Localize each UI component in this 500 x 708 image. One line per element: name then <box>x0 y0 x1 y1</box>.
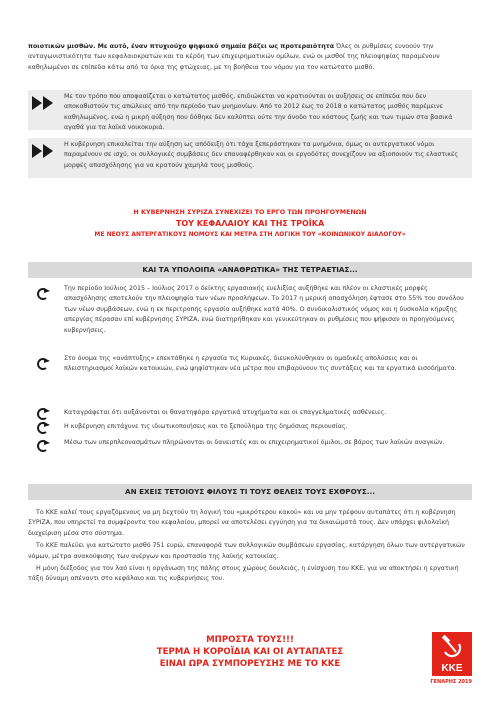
bullet-text: Η κυβέρνηση επικαλείται την αύξηση ως απόδειξη ότι τάχα ξεπεράστηκαν τα μνημόνια, όμως οι αντεργατικοί νόμοι παραμένουν σε ισχύ, οι συλλογικές συμβάσεις δεν επαναφέρθηκαν και οι εργοδότες συνεχίζουν να αξιοποιούν τις ελαστικές μορφές απασχόλησης για να κρατούν χαμηλά τους μισθούς. <box>64 141 459 169</box>
red-heading-line-1: Η ΚΥΒΕΡΝΗΣΗ ΣΥΡΙΖΑ ΣΥΝΕΧΙΖΕΙ ΤΟ ΕΡΓΟ ΤΩΝ ΠΡΟΗΓΟΥΜΕΝΩΝ <box>133 208 367 216</box>
list-item: Μέσω των υπερπλεονασμάτων πληρώνονται οι δανειστές και οι επιχειρηματικοί όμιλοι, σε βάρος των λαϊκών αναγκών. <box>28 438 472 460</box>
bullet-text: Με τον τρόπο που αποφασίζεται ο κατώτατος μισθός, επιδιώκεται να κρατιούνται οι αυξήσεις σε επίπεδα που δεν αποκαθιστούν τις απώλειες από την περίοδο των μνημονίων. Από το 2012 έως το 2018 ο κατώτατος μισθός παρέμεινε καθηλωμένος, ενώ η μικρή αύξηση που δόθηκε δεν καλύπτει ούτε την άνοδο του κόστους ζωής και των τιμών στα βασικά αγαθά για τα λαϊκά νοικοκυριά. <box>64 93 453 132</box>
final-slogan <box>108 634 392 670</box>
circular-arrow-icon <box>32 440 52 452</box>
final-slogan-line-3: ΕΙΝΑΙ ΩΡΑ ΣΥΜΠΟΡΕΥΣΗΣ ΜΕ ΤΟ ΚΚΕ <box>159 659 341 669</box>
closing-paragraph: Το ΚΚΕ καλεί τους εργαζόμενους να μη δεχτούν τη λογική του «μικρότερου κακού» και να μην τρέφουν αυταπάτες ότι η κυβέρνηση ΣΥΡΙΖΑ, που υπηρετεί τα συμφέροντα του κεφαλαίου, μπορεί να αποτελέσει εγγύηση για τα δικαιώματά τους. Δεν υπάρχει φιλολαϊκή διαχείριση μέσα στο σύστημα. <box>28 509 456 537</box>
circular-arrow-icon <box>32 288 52 300</box>
intro-block <box>28 42 472 73</box>
list-item: Καταγράφεται ότι αυξάνονται οι θανατηφόρα εργατικά ατυχήματα και οι επαγγελματικές ασθένειες. <box>28 408 472 420</box>
section-banner-1: ΚΑΙ ΤΑ ΥΠΟΛΟΙΠΑ «ΑΝΑΘΡΩΤΙΚΑ» ΤΗΣ ΤΕΤΡΑΕΤΙΑΣ... <box>28 262 472 278</box>
final-slogan-line-1: ΜΠΡΟΣΤΑ ΤΟΥΣ!!! <box>206 635 294 645</box>
list-item: Την περίοδο Ιούλιος 2015 – Ιούλιος 2017 ο δείκτης εργασιακής ευελιξίας αυξήθηκε και πλέον οι ελαστικές μορφές απασχόλησης αποτελούν την πλειοψηφία των νέων προσλήψεων. Το 2017 η μερική απασχόληση έφτασε στο 55% του συνόλου των νέων συμβάσεων, ενώ η εκ περιτροπής εργασία αυξήθηκε κατά 40%. Ο συνδικαλιστικός νόμος και η δυσκολία κήρυξης απεργίας πέρασαν επί κυβέρνησης ΣΥΡΙΖΑ, ενώ διατηρήθηκαν και γενικεύτηκαν οι ρυθμίσεις που ψήφισαν οι προηγούμενες κυβερνήσεις. <box>28 284 472 342</box>
kke-logo <box>432 632 472 676</box>
list-item: Στο όνομα της «ανάπτυξης» επεκτάθηκε η εργασία τις Κυριακές, διευκολύνθηκαν οι ομαδικές απολύσεις και οι πλειστηριασμοί λαϊκών κατοικιών, ενώ ψηφίστηκαν νέα μέτρα που επιβαρύνουν τις συντάξεις και τα εργατικά εισοδήματα. <box>28 354 472 404</box>
list-item: Η κυβέρνηση επιτάχυνε τις ιδιωτικοποιήσεις και το ξεπούλημα της δημόσιας περιουσίας. <box>28 422 472 434</box>
date-label: ΓΕΝΑΡΗΣ 2019 <box>430 679 472 685</box>
final-slogan-line-2: ΤΕΡΜΑ Η ΚΟΡΟΪΔΙΑ ΚΑΙ ΟΙ ΑΥΤΑΠΑΤΕΣ <box>156 647 344 657</box>
logo-text: ΚΚΕ <box>441 663 463 674</box>
red-heading-line-2: ΤΟΥ ΚΕΦΑΛΑΙΟΥ ΚΑΙ ΤΗΣ ΤΡΟΪΚΑ <box>175 219 325 228</box>
intro-bold-lead: ποιοτικών μισθών. Με αυτό, έναν πτυχιούχο ψηφιακό σημαία βάζει ως προτεραιότητα <box>28 43 335 50</box>
closing-paragraph: Η μόνη διέξοδος για τον λαό είναι η οργάνωση της πάλης στους χώρους δουλειάς, η ενίσχυση του ΚΚΕ, για να αποκτήσει η εργατική τάξη δύναμη απέναντι στο κεφάλαιο και τις κυβερνήσεις του. <box>28 565 459 583</box>
circular-arrow-icon <box>32 358 52 370</box>
bullet-row <box>28 138 472 178</box>
red-heading-line-3: ΜΕ ΝΕΟΥΣ ΑΝΤΕΡΓΑΤΙΚΟΥΣ ΝΟΜΟΥΣ ΚΑΙ ΜΕΤΡΑ ΣΤΗ ΛΟΓΙΚΗ ΤΟΥ «ΚΟΙΝΩΝΙΚΟΥ ΔΙΑΛΟΓΟΥ» <box>94 231 406 238</box>
closing-paragraph: Το ΚΚΕ παλεύει για κατώτατο μισθό 751 ευρώ, επαναφορά των συλλογικών συμβάσεων εργασίας, κατάργηση όλων των αντεργατικών νόμων, μέτρα ανακούφισης των ανέργων και προστασία της λαϊκής κατοικίας. <box>28 542 465 560</box>
bullet-row <box>28 90 472 130</box>
circular-arrow-icon <box>32 422 52 434</box>
intro-text: Όλες οι ρυθμίσεις ευνοούν την ανταγωνιστικότητα των κεφαλαιοκρατών και τα κέρδη των επιχειρηματικών ομίλων, ενώ οι μισθοί της πλειοψηφίας παραμένουν καθηλωμένοι σε επίπεδα κάτω από τα όρια της φτώχειας, με τη βοήθεια του νόμου για τον κατώτατο μισθό. <box>28 43 440 71</box>
closing-text <box>28 508 472 585</box>
section-banner-2: ΑΝ ΕΧΕΙΣ ΤΕΤΟΙΟΥΣ ΦΙΛΟΥΣ ΤΙ ΤΟΥΣ ΘΕΛΕΙΣ ΤΟΥΣ ΕΧΘΡΟΥΣ... <box>28 484 472 500</box>
circular-arrow-icon <box>32 408 52 420</box>
double-triangle-arrow-icon <box>32 96 56 110</box>
double-triangle-arrow-icon <box>32 144 56 158</box>
